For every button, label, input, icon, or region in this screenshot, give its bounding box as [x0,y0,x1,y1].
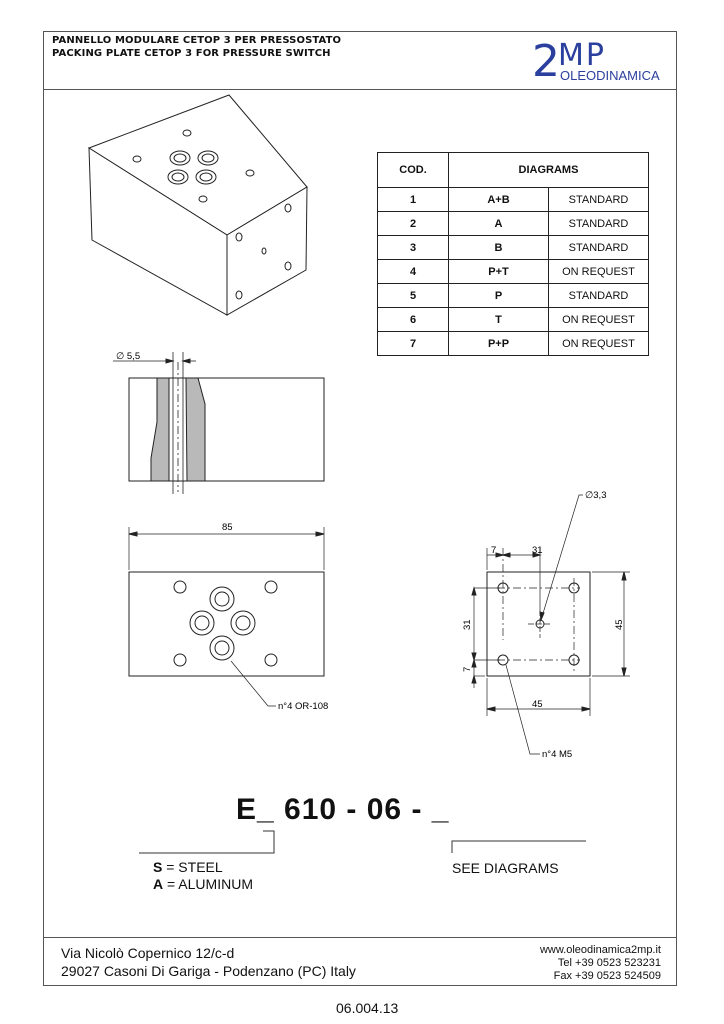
dimension-7-top: 7 [491,545,497,556]
column-header-diagrams: DIAGRAMS [449,153,649,188]
fax: Fax +39 0523 524509 [553,970,661,982]
cell-diagram: T [449,308,549,332]
see-diagrams-label: SEE DIAGRAMS [452,860,559,876]
bore-diameter-label: ∅ 5,5 [116,351,141,362]
cell-cod: 2 [378,212,449,236]
cell-cod: 3 [378,236,449,260]
dimension-31-top: 31 [532,545,543,556]
cell-availability: ON REQUEST [549,308,649,332]
front-view [129,527,324,706]
section-view [113,352,324,494]
code-brackets [139,831,586,853]
dimension-45-bottom: 45 [532,699,543,710]
website-link[interactable]: www.oleodinamica2mp.it [539,944,661,956]
logo-letters: MP [558,38,606,73]
cell-availability: STANDARD [549,236,649,260]
cell-cod: 4 [378,260,449,284]
cell-cod: 7 [378,332,449,356]
address-line-1: Via Nicolò Copernico 12/c-d [61,945,235,961]
cell-diagram: P [449,284,549,308]
cell-diagram: A+B [449,188,549,212]
cell-diagram: P+P [449,332,549,356]
dimension-31-side: 31 [462,619,473,630]
cell-availability: ON REQUEST [549,332,649,356]
hole-diameter-label: ∅3,3 [585,490,607,501]
legend-aluminum [153,876,253,892]
document-number: 06.004.13 [336,1000,399,1016]
isometric-view [89,95,307,315]
address-line-2: 29027 Casoni Di Gariga - Podenzano (PC) Italy [61,963,356,979]
dimension-7-side: 7 [462,666,473,672]
dimension-45-right: 45 [614,619,625,630]
cell-cod: 5 [378,284,449,308]
cell-diagram: A [449,212,549,236]
title-italian: PANNELLO MODULARE CETOP 3 PER PRESSOSTATO [52,35,342,46]
cell-availability: STANDARD [549,212,649,236]
cell-availability: STANDARD [549,188,649,212]
cell-cod: 1 [378,188,449,212]
column-header-cod: COD. [378,153,449,188]
cell-availability: ON REQUEST [549,260,649,284]
oring-note: n°4 OR-108 [278,701,329,712]
product-code: E_ 610 - 06 - _ [236,793,450,826]
legend-aluminum-text: = ALUMINUM [163,876,253,892]
telephone: Tel +39 0523 523231 [557,957,661,969]
legend-aluminum-letter: A [153,876,164,892]
logo-number: 2 [532,36,558,87]
cell-diagram: B [449,236,549,260]
cell-availability: STANDARD [549,284,649,308]
title-english: PACKING PLATE CETOP 3 FOR PRESSURE SWITCH [52,48,331,59]
legend-steel-text: = STEEL [162,859,223,875]
legend-steel [153,859,223,875]
legend-steel-letter: S [153,859,163,875]
screw-note: n°4 M5 [542,749,573,760]
width-dimension-85: 85 [222,522,233,533]
cell-cod: 6 [378,308,449,332]
logo-name: OLEODINAMICA [560,68,660,83]
cell-diagram: P+T [449,260,549,284]
interface-view [472,495,630,754]
